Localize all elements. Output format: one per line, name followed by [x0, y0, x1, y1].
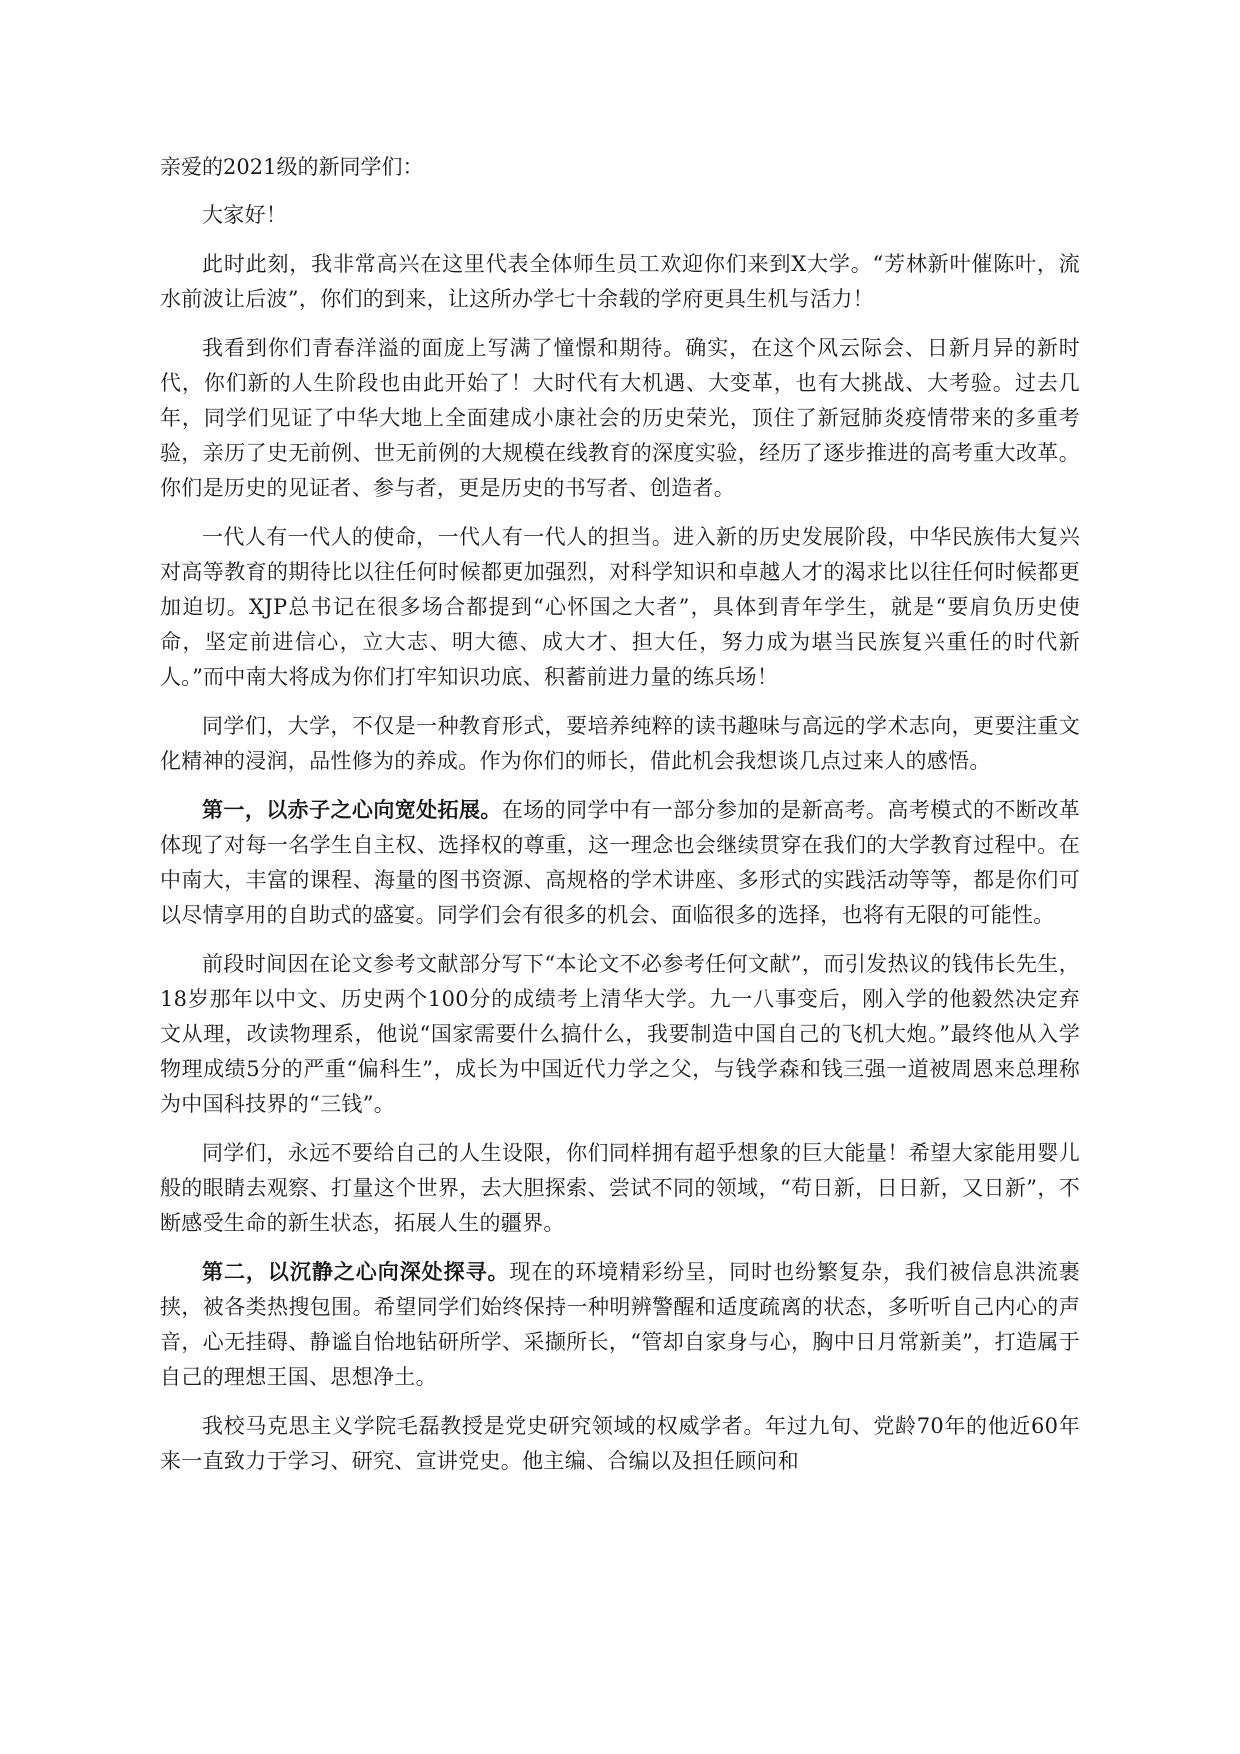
paragraph-9: [160, 1408, 1080, 1479]
paragraph-text: 我看到你们青春洋溢的面庞上写满了憧憬和期待。确实，在这个风云际会、日新月异的新时代，你们新的人生阶段也由此开始了！大时代有大机遇、大变革，也有大挑战、大考验。过去几年，同学们见证了中华大地上全面建成小康社会的历史荣光，顶住了新冠肺炎疫情带来的多重考验，亲历了史无前例、世无前例的大规模在线教育的深度实验，经历了逐步推进的高考重大改革。你们是历史的见证者、参与者，更是历史的书写者、创造者。: [160, 336, 1080, 500]
paragraph-text: 同学们，大学，不仅是一种教育形式，要培养纯粹的读书趣味与高远的学术志向，更要注重文化精神的浸润，品性修为的养成。作为你们的师长，借此机会我想谈几点过来人的感悟。: [160, 714, 1080, 773]
paragraph-text: 在场的同学中有一部分参加的是新高考。高考模式的不断改革体现了对每一名学生自主权、选择权的尊重，这一理念也会继续贯穿在我们的大学教育过程中。在中南大，丰富的课程、海量的图书资源、高规格的学术讲座、多形式的实践活动等等，都是你们可以尽情享用的自助式的盛宴。同学们会有很多的机会、面临很多的选择，也将有无限的可能性。: [160, 798, 1080, 927]
paragraph-lead-first-point: 第一，以赤子之心向宽处拓展。: [202, 797, 502, 822]
paragraph-text: 我校马克思主义学院毛磊教授是党史研究领域的权威学者。年过九旬、党龄70年的他近60年来一直致力于学习、研究、宣讲党史。他主编、合编以及担任顾问和: [160, 1414, 1080, 1473]
paragraph-text: 一代人有一代人的使命，一代人有一代人的担当。进入新的历史发展阶段，中华民族伟大复兴对高等教育的期待比以往任何时候都更加强烈，对科学知识和卓越人才的渴求比以往任何时候都更加迫切。XJP总书记在很多场合都提到“心怀国之大者”，具体到青年学生，就是“要肩负历史使命，坚定前进信心，立大志、明大德、成大才、担大任，努力成为堪当民族复兴重任的时代新人。”而中南大将成为你们打牢知识功底、积蓄前进力量的练兵场！: [160, 525, 1080, 689]
paragraph-text: 前段时间因在论文参考文献部分写下“本论文不必参考任何文献”，而引发热议的钱伟长先生，18岁那年以中文、历史两个100分的成绩考上清华大学。九一八事变后，刚入学的他毅然决定弃文从理，改读物理系，他说“国家需要什么搞什么，我要制造中国自己的飞机大炮。”最终他从入学物理成绩5分的严重“偏科生”，成长为中国近代力学之父，与钱学森和钱三强一道被周恩来总理称为中国科技界的“三钱”。: [160, 952, 1080, 1116]
paragraph-1: [160, 246, 1080, 317]
paragraph-text: 同学们，永远不要给自己的人生设限，你们同样拥有超乎想象的巨大能量！希望大家能用婴儿般的眼睛去观察、打量这个世界，去大胆探索、尝试不同的领域，“苟日新，日日新，又日新”，不断感受生命的新生状态，拓展人生的疆界。: [160, 1141, 1080, 1235]
greeting: 大家好！: [202, 203, 288, 227]
paragraph-5: [160, 792, 1080, 933]
paragraph-6: [160, 946, 1080, 1122]
paragraph-3: [160, 519, 1080, 695]
salutation: 亲爱的2021级的新同学们：: [160, 155, 424, 179]
paragraph-text: 此时此刻，我非常高兴在这里代表全体师生员工欢迎你们来到X大学。“芳林新叶催陈叶，流水前波让后波”，你们的到来，让这所办学七十余载的学府更具生机与活力！: [160, 252, 1080, 311]
paragraph-7: [160, 1135, 1080, 1241]
document-page: [160, 150, 1080, 1492]
paragraph-text: 现在的环境精彩纷呈，同时也纷繁复杂，我们被信息洪流裹挟，被各类热搜包围。希望同学们始终保持一种明辨警醒和适度疏离的状态，多听听自己内心的声音，心无挂碍、静谧自怡地钻研所学、采撷所长，“管却自家身与心，胸中日月常新美”，打造属于自己的理想王国、思想净土。: [160, 1260, 1080, 1389]
paragraph-8: [160, 1254, 1080, 1395]
paragraph-4: [160, 708, 1080, 779]
paragraph-2: [160, 330, 1080, 506]
paragraph-lead-second-point: 第二，以沉静之心向深处探寻。: [202, 1259, 510, 1284]
